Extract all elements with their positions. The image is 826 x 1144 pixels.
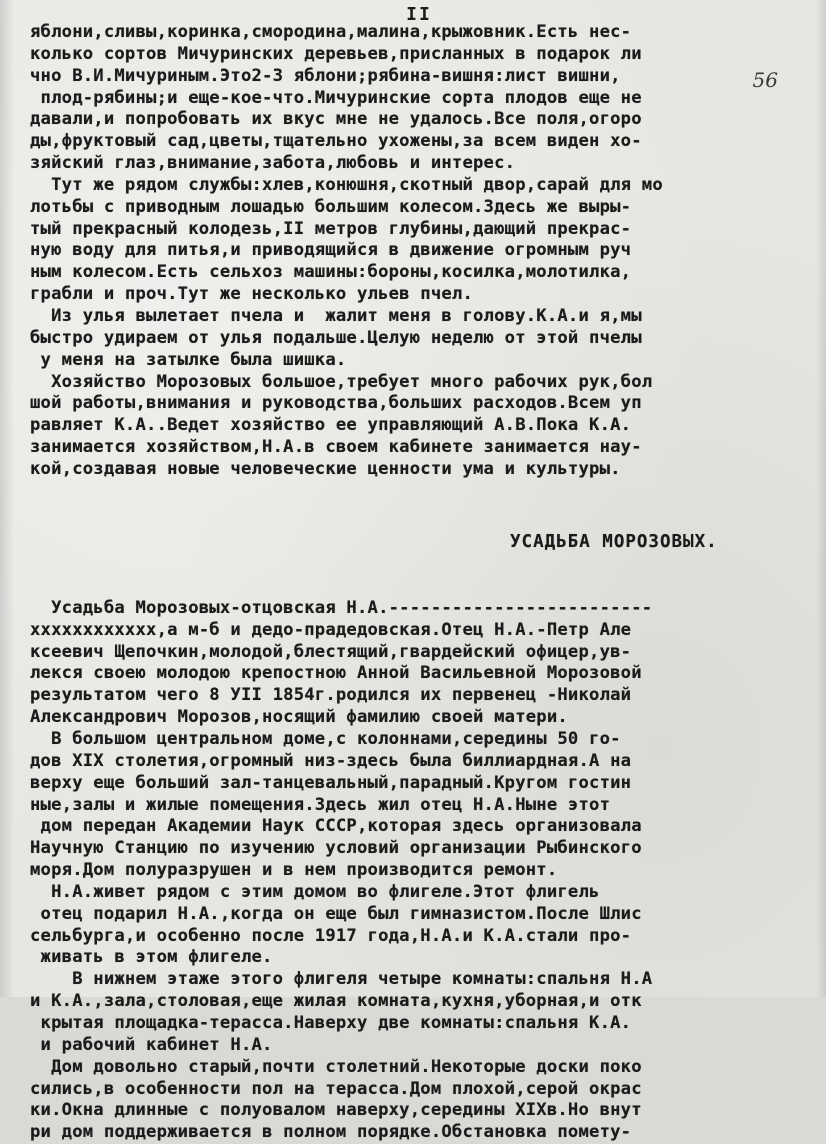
text-line: грабли и проч.Тут же несколько ульев пчел.: [30, 284, 474, 305]
text-line: колько сортов Мичуринских деревьев,присланных в подарок ли: [30, 43, 642, 64]
section-2-text: [30, 598, 808, 1144]
text-line: отец подарил Н.А.,когда он еще был гимназистом.После Шлис: [30, 903, 642, 924]
text-line: кой,создавая новые человеческие ценности ума и культуры.: [30, 458, 621, 479]
text-line: сились,в особенности пол на терасса.Дом плохой,серой окрас: [30, 1078, 642, 1099]
text-line: Из улья вылетает пчела и жалит меня в голову.К.А.и я,мы: [30, 305, 642, 326]
text-line: ки.Окна длинные с полуовалом наверху,середины XIXв.Но внут: [30, 1100, 642, 1121]
text-line: лекся своею молодою крепостною Анной Васильевной Морозовой: [30, 663, 642, 684]
text-line: и рабочий кабинет Н.А.: [30, 1034, 273, 1055]
section-1-text: [30, 22, 808, 481]
text-line: ным колесом.Есть сельхоз машины:бороны,косилка,молотилка,: [30, 262, 632, 283]
text-line: Усадьба Морозовых-отцовская Н.А.-------------------------: [30, 597, 653, 618]
text-line: дом передан Академии Наук СССР,которая здесь организовала: [30, 816, 642, 837]
text-line: дов XIX столетия,огромный низ-здесь была биллиардная.А на: [30, 750, 632, 771]
text-line: Хозяйство Морозовых большое,требует много рабочих рук,бол: [30, 371, 653, 392]
text-line: В нижнем этаже этого флигеля четыре комнаты:спальня Н.А: [30, 969, 653, 990]
text-line: и К.А.,зала,столовая,еще жилая комната,кухня,уборная,и отк: [30, 991, 642, 1012]
text-line: живать в этом флигеле.: [30, 947, 273, 968]
text-line: у меня на затылке была шишка.: [30, 349, 347, 370]
text-line: лотьбы с приводным лошадью большим колесом.Здесь же выры-: [30, 196, 632, 217]
page-number: II: [406, 4, 432, 25]
text-line: яблони,сливы,коринка,смородина,малина,крыжовник.Есть нес-: [30, 22, 632, 42]
section-heading-wrap: [30, 481, 808, 598]
text-line: ри дом поддерживается в полном порядке.Обстановка помету-: [30, 1122, 632, 1143]
text-line: зяйский глаз,внимание,забота,любовь и интерес.: [30, 153, 516, 174]
text-line: верху еще больший зал-танцевальный,парадный.Кругом гостин: [30, 772, 632, 793]
text-line: xxxxxxxxxxxx,а м-б и дедо-прадедовская.Отец Н.А.-Петр Але: [30, 619, 632, 640]
text-line: чно В.И.Мичуриным.Это2-3 яблони;рябина-вишня:лист вишни,: [30, 65, 621, 86]
text-line: шой работы,внимания и руководства,больших расходов.Всем уп: [30, 393, 642, 414]
text-line: Дом довольно старый,почти столетний.Некоторые доски поко: [30, 1056, 642, 1077]
text-line: сельбурга,и особенно после 1917 года,Н.А.и К.А.стали про-: [30, 925, 632, 946]
text-line: ды,фруктовый сад,цветы,тщательно ухожены,за всем виден хо-: [30, 131, 642, 152]
text-line: результатом чего 8 УII 1854г.родился их первенец -Николай: [30, 685, 632, 706]
text-line: ные,залы и жилые помещения.Здесь жил отец Н.А.Ныне этот: [30, 794, 611, 815]
handwritten-page-mark: 56: [752, 68, 778, 92]
text-line: Тут же рядом службы:хлев,конюшня,скотный двор,сарай для мо: [30, 174, 663, 195]
text-line: плод-рябины;и еще-кое-что.Мичуринские сорта плодов еще не: [30, 87, 642, 108]
text-line: быстро удираем от улья подальше.Целую неделю от этой пчелы: [30, 327, 642, 348]
text-line: тый прекрасный колодезь,II метров глубины,дающий прекрас-: [30, 218, 632, 239]
text-line: давали,и попробовать их вкус мне не удалось.Все поля,огоро: [30, 109, 642, 130]
section-heading: УСАДЬБА МОРОЗОВЫХ.: [510, 532, 718, 553]
text-line: крытая площадка-терасса.Наверху две комнаты:спальня К.А.: [30, 1012, 632, 1033]
text-line: моря.Дом полуразрушен и в нем производится ремонт.: [30, 860, 558, 881]
text-line: В большом центральном доме,с колоннами,середины 50 го-: [30, 729, 621, 749]
text-line: Н.А.живет рядом с этим домом во флигеле.Этот флигель: [30, 881, 600, 902]
text-line: занимается хозяйством,Н.А.в своем кабинете занимается нау-: [30, 437, 642, 458]
text-line: Научную Станцию по изучению условий организации Рыбинского: [30, 838, 642, 859]
text-line: равляет К.А..Ведет хозяйство ее управляющий А.В.Пока К.А.: [30, 415, 632, 436]
text-line: ксеевич Щепочкин,молодой,блестящий,гвардейский офицер,ув-: [30, 641, 632, 662]
text-line: ную воду для питья,и приводящийся в движение огромным руч: [30, 240, 632, 261]
text-line: Александрович Морозов,носящий фамилию своей матери.: [30, 707, 568, 728]
